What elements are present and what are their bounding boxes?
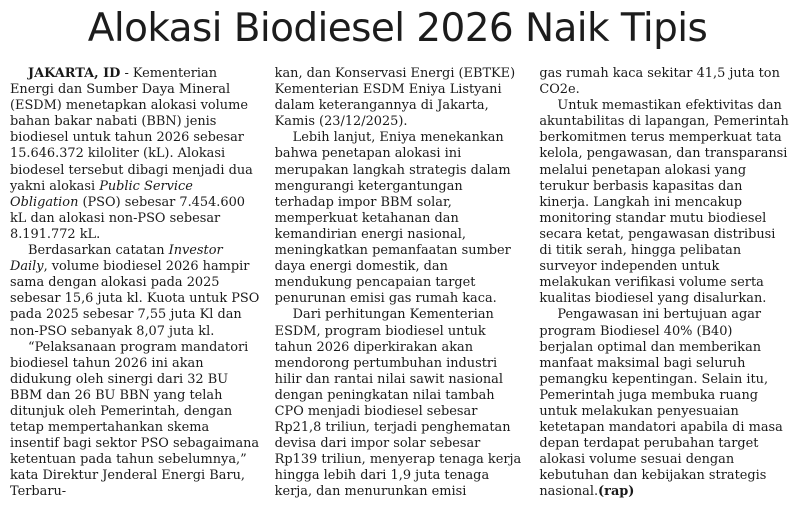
paragraph: Untuk memastikan efektivitas dan akuntabilitas di lapangan, Pemerintah berkomitmen terus memperkuat tata kelola, pengawasan, dan transparansi melalui penetapan alokasi yang terukur berbasis kapasitas dan kinerja. Langkah ini mencakup monitoring standar mutu biodiesel secara ketat, pengawasan distribusi di titik serah, hingga pelibatan surveyor independen untuk melakukan verifikasi volume serta kualitas biodiesel yang disalurkan. [539,98,789,307]
column-3 [539,66,790,506]
paragraph: kan, dan Konservasi Energi (EBTKE) Kementerian ESDM Eniya Listyani dalam keterangannya di Jakarta, Kamis (23/12/2025). [274,66,516,130]
paragraph-text: - Kementerian Energi dan Sumber Daya Mineral (ESDM) menetapkan alokasi volume bahan bakar nabati (BBN) jenis biodiesel untuk tahun 2026 sebesar 15.646.372 kiloliter (kL). Alokasi biodesel tersebut dibagi menjadi dua yakni alokasi [10,66,253,194]
paragraph [10,243,261,340]
paragraph-text: Pengawasan ini bertujuan agar program Biodiesel 40% (B40) berjalan optimal dan memberikan manfaat maksimal bagi seluruh pemangku kepentingan. Selain itu, Pemerintah juga membuka ruang untuk melakukan penyesuaian ketetapan mandatori apabila di masa depan terdapat perubahan target alokasi volume sesuai dengan kebutuhan dan kebijakan strategis nasional. [539,307,783,500]
paragraph: gas rumah kaca sekitar 41,5 juta ton CO2e. [539,66,780,98]
headline: Alokasi Biodiesel 2026 Naik Tipis [87,6,708,51]
paragraph-text: Berdasarkan catatan [28,243,169,259]
article-body [10,66,790,506]
paragraph-text: , volume biodiesel 2026 hampir sama dengan alokasi pada 2025 sebesar 15,6 juta kl. Kuota untuk PSO pada 2025 sebesar 7,55 juta Kl dan non-PSO sebanyak 8,07 juta kl. [10,259,260,339]
dateline: JAKARTA, ID [28,66,121,81]
italic-term: Investor Daily [10,243,223,275]
paragraph: Lebih lanjut, Eniya menekankan bahwa penetapan alokasi ini merupakan langkah strategis dalam mengurangi ketergantungan terhadap impor BBM solar, memperkuat ketahanan dan kemandirian energi nasional, meningkatkan pemanfaatan sumber daya energi domestik, dan mendukung pencapaian target penurunan emisi gas rumah kaca. [274,130,511,307]
paragraph [539,307,790,500]
paragraph: Dari perhitungan Kementerian ESDM, program biodiesel untuk tahun 2026 diperkirakan akan mendorong pertumbuhan industri hilir dan rantai nilai sawit nasional dengan peningkatan nilai tambah CPO menjadi biodiesel sebesar Rp21,8 triliun, terjadi penghematan devisa dari impor solar sebesar Rp139 triliun, menyerap tenaga kerja hingga lebih dari 1,9 juta tenaga kerja, dan menurunkan emisi [274,307,522,500]
author-signature: (rap) [598,484,635,500]
column-1 [10,66,261,506]
italic-term: Public Service Obligation [10,178,193,210]
column-2 [275,66,526,506]
paragraph [10,66,261,243]
paragraph-text: (PSO) sebesar 7.454.600 kL dan alokasi non-PSO sebesar 8.191.772 kL. [10,194,245,242]
paragraph: “Pelaksanaan program mandatori biodiesel tahun 2026 ini akan didukung oleh sinergi dari 32 BU BBM dan 26 BU BBN yang telah ditunjuk oleh Pemerintah, dengan tetap mempertahankan skema insentif bagi sektor PSO sebagaimana ketentuan pada tahun sebelumnya,” kata Direktur Jenderal Energi Baru, Terbaru- [10,339,260,500]
